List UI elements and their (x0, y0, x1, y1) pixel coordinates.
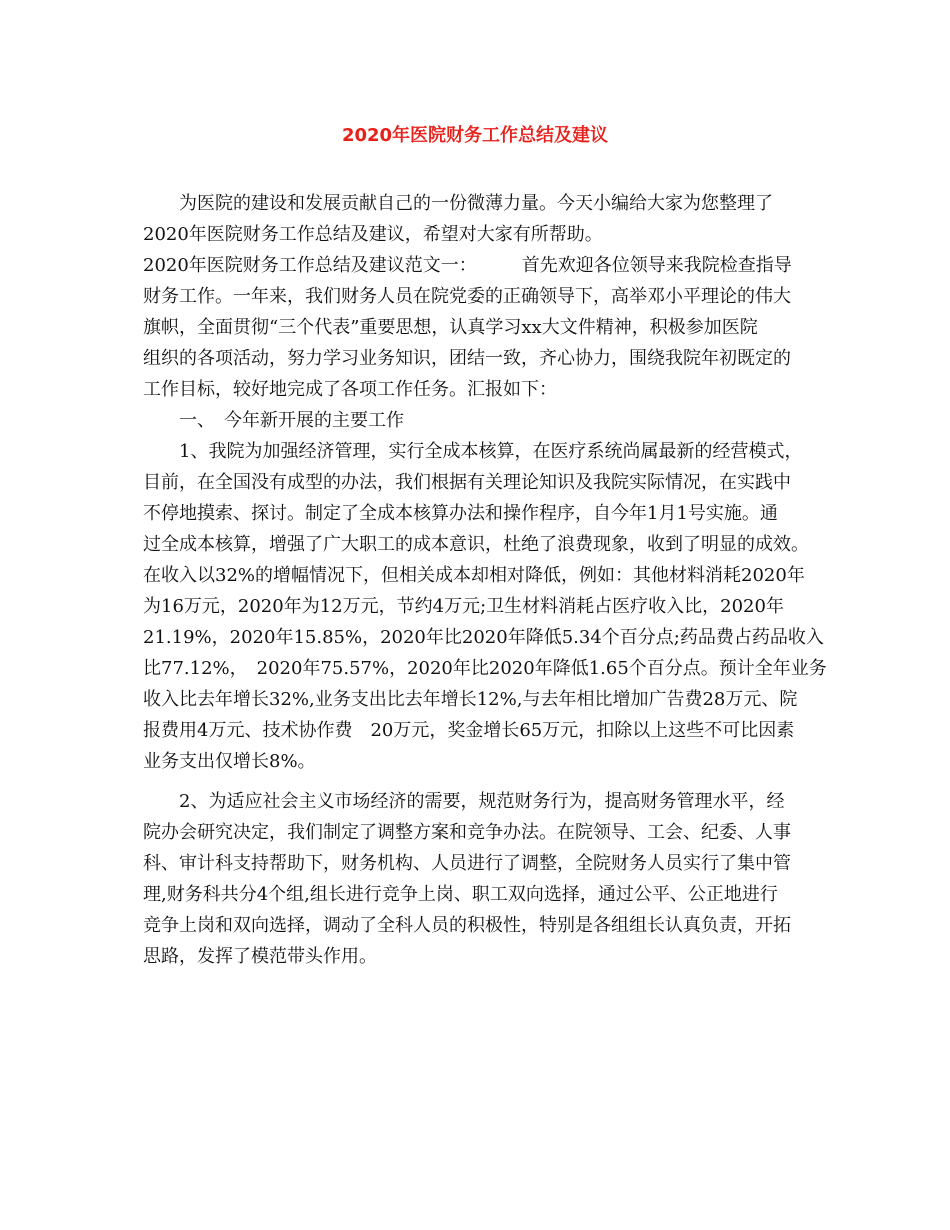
text-line: 业务支出仅增长8%。 (143, 751, 316, 772)
text-line: 为16万元，2020年为12万元，节约4万元;卫生材料消耗占医疗收入比，2020年 (143, 596, 784, 617)
document-title: 2020年医院财务工作总结及建议 (341, 125, 609, 146)
text-line: 科、审计科支持帮助下，财务机构、人员进行了调整，全院财务人员实行了集中管 (143, 853, 791, 874)
text-line: 比77.12%， 2020年75.57%，2020年比2020年降低1.65个百分点。预计全年业务 (143, 658, 827, 679)
text-line: 财务工作。一年来，我们财务人员在院党委的正确领导下，高举邓小平理论的伟大 (143, 286, 791, 307)
text-line: 目前，在全国没有成型的办法，我们根据有关理论知识及我院实际情况，在实践中 (143, 472, 791, 493)
text-line: 报费用4万元、技术协作费 20万元，奖金增长65万元，扣除以上这些不可比因素 (143, 720, 795, 741)
text-line: 21.19%，2020年15.85%，2020年比2020年降低5.34个百分点;药品费占药品收入 (143, 627, 824, 648)
document-body (143, 188, 827, 972)
text-line: 旗帜，全面贯彻“三个代表”重要思想，认真学习xx大文件精神，积极参加医院 (143, 317, 758, 338)
text-line: 过全成本核算，增强了广大职工的成本意识，杜绝了浪费现象，收到了明显的成效。 (143, 534, 809, 555)
text-line: 在收入以32%的增幅情况下，但相关成本却相对降低，例如：其他材料消耗2020年 (143, 565, 805, 586)
text-line: 1、我院为加强经济管理，实行全成本核算，在医疗系统尚属最新的经营模式， (179, 441, 803, 462)
text-line: 收入比去年增长32%,业务支出比去年增长12%,与去年相比增加广告费28万元、院 (143, 689, 798, 710)
text-line: 思路，发挥了模范带头作用。 (143, 946, 377, 967)
text-line: 不停地摸索、探讨。制定了全成本核算办法和操作程序，自今年1月1号实施。通 (143, 503, 778, 524)
text-line: 工作目标，较好地完成了各项工作任务。汇报如下： (143, 379, 557, 400)
text-line: 院办会研究决定，我们制定了调整方案和竞争办法。在院领导、工会、纪委、人事 (143, 822, 791, 843)
text-line: 理,财务科共分4个组,组长进行竞争上岗、职工双向选择，通过公平、公正地进行 (143, 884, 778, 905)
text-line: 2020年医院财务工作总结及建议范文一： 首先欢迎各位领导来我院检查指导 (143, 255, 792, 276)
text-line: 2020年医院财务工作总结及建议，希望对大家有所帮助。 (143, 224, 603, 245)
text-line: 一、 今年新开展的主要工作 (179, 410, 404, 431)
text-line: 为医院的建设和发展贡献自己的一份微薄力量。今天小编给大家为您整理了 (179, 193, 773, 214)
text-line: 组织的各项活动，努力学习业务知识，团结一致，齐心协力，围绕我院年初既定的 (143, 348, 791, 369)
text-line: 竞争上岗和双向选择，调动了全科人员的积极性，特别是各组组长认真负责，开拓 (143, 915, 791, 936)
text-line: 2、为适应社会主义市场经济的需要，规范财务行为，提高财务管理水平，经 (179, 791, 785, 812)
